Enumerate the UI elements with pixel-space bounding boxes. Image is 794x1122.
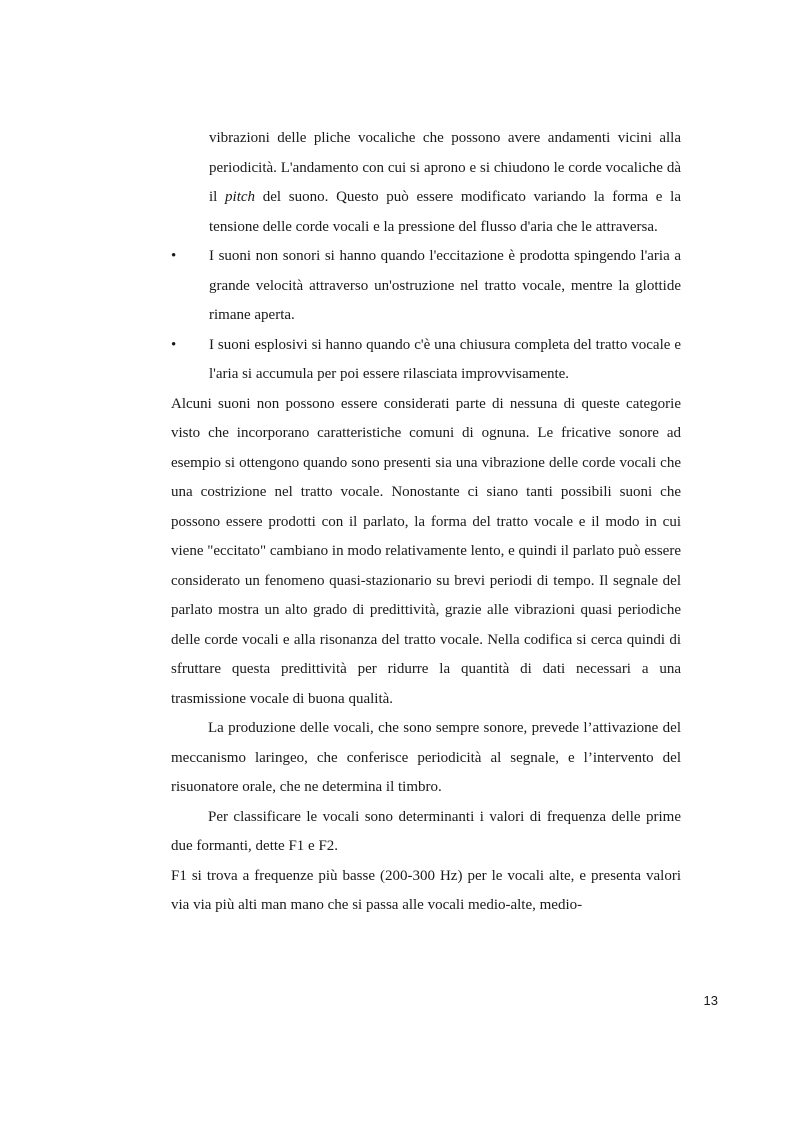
paragraph-vowel-production: La produzione delle vocali, che sono sempre sonore, prevede l’attivazione del meccanismo laringeo, che conferisce periodicità al segnale, e l’intervento del risuonatore orale, che ne determina il timbro. — [171, 720, 681, 795]
paragraph-sound-categories: Alcuni suoni non possono essere considerati parte di nessuna di queste categorie visto che incorporano caratteristiche comuni di ognuna. Le fricative sonore ad esempio si ottengono quando sono presenti sia una vibrazione delle corde vocali che una costrizione nel tratto vocale. Nonostante ci siano tanti possibili suoni che possono essere prodotti con il parlato, la forma del tratto vocale e il modo in cui viene "eccitato" cambiano in modo relativamente lento, e quindi il parlato può essere considerato un fenomeno quasi-stazionario su brevi periodi di tempo. Il segnale del parlato mostra un alto grado di predittività, grazie alle vibrazioni quasi periodiche delle corde vocali e alla risonanza del tratto vocale. Nella codifica si cerca quindi di sfruttare questa predittività per ridurre la quantità di dati necessari a una trasmissione vocale di buona qualità. — [171, 395, 681, 707]
continuation-text-start: vibrazioni delle pliche vocaliche che possono avere andamenti vicini alla periodicità. L'andamento con cui si aprono e si chiudono le corde vocaliche dà il — [209, 130, 681, 205]
paragraph-f1-frequencies: F1 si trova a frequenze più basse (200-300 Hz) per le vocali alte, e presenta valori via via più alti man mano che si passa alle vocali medio-alte, medio- — [171, 867, 681, 913]
paragraph-vowel-classification: Per classificare le vocali sono determinanti i valori di frequenza delle prime due formanti, dette F1 e F2. — [171, 808, 681, 854]
bullet-icon: • — [171, 248, 177, 264]
continuation-text-end: del suono. Questo può essere modificato variando la forma e la tensione delle corde vocali e la pressione del flusso d'aria che le attraversa. — [209, 189, 681, 235]
bullet-continuation-paragraph — [171, 124, 681, 242]
document-body — [171, 124, 681, 921]
bullet-text: I suoni non sonori si hanno quando l'eccitazione è prodotta spingendo l'aria a grande velocità attraverso un'ostruzione nel tratto vocale, mentre la glottide rimane aperta. — [209, 248, 681, 323]
bullet-item-unvoiced-sounds — [171, 242, 681, 331]
italic-term-pitch: pitch — [225, 189, 256, 205]
bullet-icon: • — [171, 336, 177, 353]
bullet-text: I suoni esplosivi si hanno quando c'è una chiusura completa del tratto vocale e l'aria si accumula per poi essere rilasciata improvvisamente. — [209, 336, 681, 382]
bullet-item-plosive-sounds — [171, 331, 681, 390]
page-number: 13 — [703, 993, 718, 1008]
